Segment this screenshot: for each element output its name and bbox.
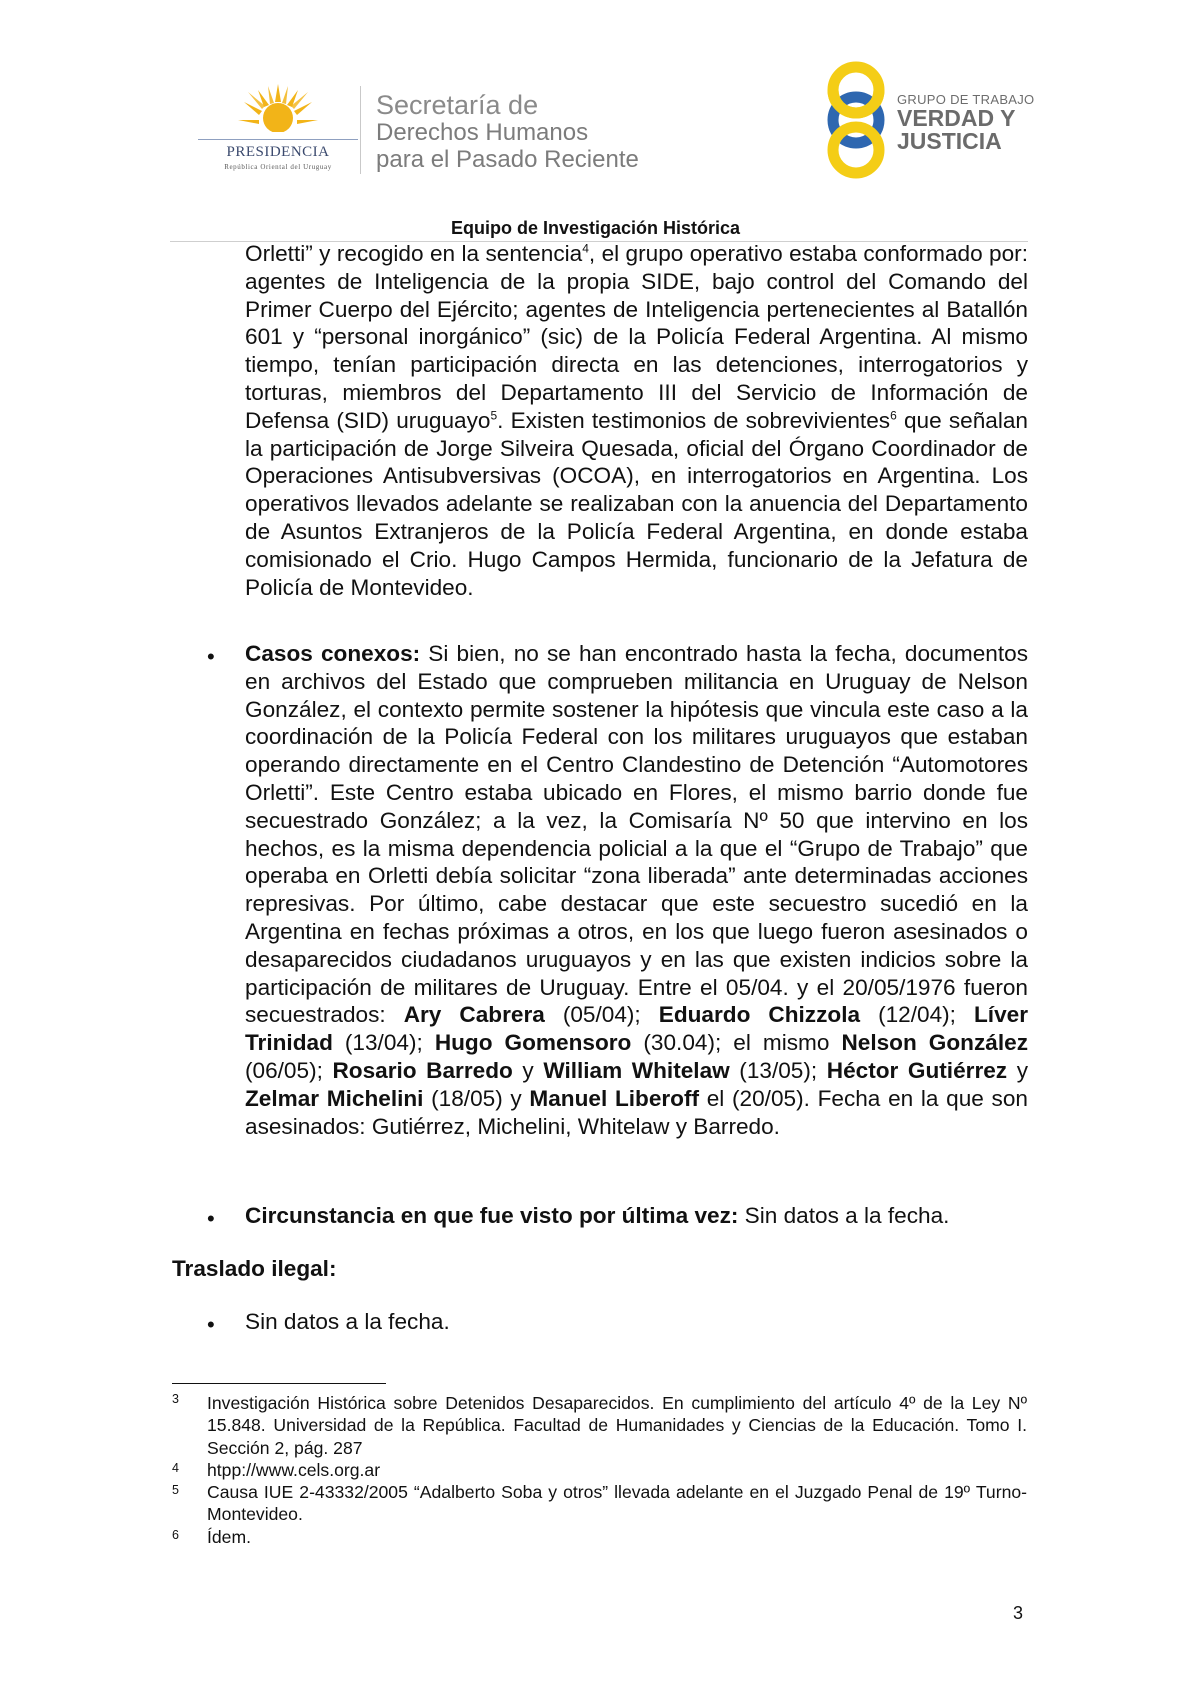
date-text: (13/04); — [332, 1030, 435, 1056]
continuation-text-2: , el grupo operativo estaba conformado por: agentes de Inteligencia de la propia SIDE, bajo control del Comando del Primer Cuerpo del Ejército; agentes de Inteligencia pertenecientes al Batallón 601 y “personal inorgánico” (sic) de la Policía Federal Argentina. Al mismo tiempo, tenían participación directa en las detenciones, interrogatorios y torturas, miembros del Departamento III del Servicio de Información de Defensa (SID) uruguayo — [245, 241, 1028, 433]
casos-text: Si bien, no se han encontrado hasta la fecha, documentos en archivos del Estado que comprueben militancia en Uruguay de Nelson González, el contexto permite sostener la hipótesis que vincula este caso a la coordinación de la Policía Federal con los militares uruguayos que estaban operando directamente en el Centro Clandestino de Detención “Automotores Orletti”. Este Centro estaba ubicado en Flores, el mismo barrio donde fue secuestrado González; a la vez, la Comisaría Nº 50 que intervino en los hechos, es la misma dependencia policial a la que el “Grupo de Trabajo” que operaba en Orletti debía solicitar “zona liberada” ante determinadas acciones represivas. Por último, cabe destacar que este secuestro sucedió en la Argentina en fechas próximas a otros, en los que luego fueron asesinados o desaparecidos ciudadanos uruguayos y en las que existen indicios sobre la participación de militares de Uruguay. Entre el 05/04. y el 20/05/1976 fueron secuestrados: — [245, 641, 1028, 1028]
person-name: Líver Trinidad — [245, 1002, 1029, 1056]
footnote-number: 4 — [172, 1461, 179, 1475]
person-name: Hugo Gomensoro — [434, 1030, 632, 1056]
traslado-item: Sin datos a la fecha. — [245, 1309, 450, 1334]
bullet-circunstancia: • — [207, 1206, 215, 1231]
presidencia-subtitle: República Oriental del Uruguay — [224, 163, 332, 171]
footnote-text: Investigación Histórica sobre Detenidos Desaparecidos. En cumplimiento del artículo 4º de la Ley Nº 15.848. Universidad de la República. Facultad de Humanidades y Ciencias de la Educación. Tomo I. Sección 2, pág. 287 — [207, 1393, 1027, 1458]
date-text: y — [1007, 1057, 1028, 1083]
date-text: (05/04); — [544, 1002, 659, 1028]
secretaria-line-2: Derechos Humanos — [376, 119, 589, 146]
footnote-ref-4[interactable]: 4 — [582, 241, 589, 256]
circunstancia-text: Sin datos a la fecha. — [738, 1203, 950, 1228]
person-name: Héctor Gutiérrez — [826, 1057, 1008, 1083]
person-name: Rosario Barredo — [332, 1057, 513, 1083]
date-text: (30.04); el mismo — [631, 1030, 842, 1056]
page-number: 3 — [1013, 1603, 1024, 1623]
traslado-heading: Traslado ilegal: — [172, 1256, 337, 1281]
team-title: Equipo de Investigación Histórica — [450, 218, 741, 238]
verdad-justicia-text — [897, 92, 1034, 153]
person-name: William Whitelaw — [543, 1057, 730, 1083]
continuation-paragraph — [245, 240, 1028, 601]
sun-emblem-icon — [238, 84, 318, 136]
secretaria-line-3: para el Pasado Reciente — [376, 146, 639, 173]
continuation-text-4: que señalan la participación de Jorge Silveira Quesada, oficial del Órgano Coordinador de Operaciones Antisubversivas (OCOA), en interrogatorios en Argentina. Los operativos llevados adelante se realizaban con la anuencia del Departamento de Asuntos Extranjeros de la Policía Federal Argentina, en donde estaba comisionado el Crio. Hugo Campos Hermida, funcionario de la Jefatura de Policía de Montevideo. — [245, 407, 1028, 600]
presidencia-logo — [198, 84, 358, 176]
date-text: (13/05); — [729, 1057, 827, 1083]
footnote-separator — [172, 1383, 386, 1384]
justicia-label: JUSTICIA — [897, 128, 1002, 154]
person-name: Zelmar Michelini — [245, 1085, 424, 1111]
person-name: Nelson González — [841, 1030, 1028, 1056]
secretaria-line-1: Secretaría de — [376, 90, 539, 120]
footnote-number: 6 — [172, 1528, 179, 1542]
secretaria-logo-text — [376, 92, 639, 173]
circunstancia-label: Circunstancia en que fue visto por última vez: — [245, 1203, 739, 1228]
verdad-justicia-logo — [820, 58, 1040, 182]
casos-conexos-label: Casos conexos: — [245, 641, 421, 666]
casos-conexos-item — [245, 640, 1028, 1140]
person-name: Manuel Liberoff — [529, 1085, 700, 1111]
presidencia-divider — [198, 139, 358, 140]
bullet-traslado: • — [207, 1312, 215, 1337]
footnote-number: 3 — [172, 1392, 179, 1406]
person-name: Eduardo Chizzola — [658, 1002, 861, 1028]
date-text: el (20/05). Fecha en la que son asesinados: Gutiérrez, Michelini, Whitelaw y Barredo. — [245, 1085, 1028, 1139]
date-text: (18/05) y — [423, 1085, 530, 1111]
presidencia-name: PRESIDENCIA — [226, 144, 330, 160]
date-text: (06/05); — [245, 1057, 333, 1083]
date-text: (12/04); — [860, 1002, 974, 1028]
footnote-ref-6[interactable]: 6 — [890, 408, 897, 423]
footnote-link[interactable]: htpp://www.cels.org.ar — [207, 1460, 381, 1480]
verdad-y-label: VERDAD Y — [897, 105, 1016, 131]
person-name: Ary Cabrera — [403, 1002, 545, 1028]
continuation-text-1: Orletti” y recogido en la sentencia — [245, 241, 583, 266]
footnote-ref-5[interactable]: 5 — [490, 408, 498, 423]
continuation-text-3: . Existen testimonios de sobrevivientes — [497, 407, 891, 433]
header-divider — [360, 86, 361, 174]
footnote-number: 5 — [172, 1483, 179, 1497]
grupo-de-trabajo-label: GRUPO DE TRABAJO — [897, 92, 1035, 107]
date-text: y — [512, 1057, 544, 1083]
bullet-casos: • — [207, 644, 215, 669]
footnote-text: Causa IUE 2-43332/2005 “Adalberto Soba y otros” llevada adelante en el Juzgado Penal de 19º Turno-Montevideo. — [207, 1482, 1027, 1525]
interlinked-rings-icon — [820, 58, 892, 182]
footnote-text: Ídem. — [207, 1527, 252, 1547]
circunstancia-item — [245, 1202, 1028, 1230]
